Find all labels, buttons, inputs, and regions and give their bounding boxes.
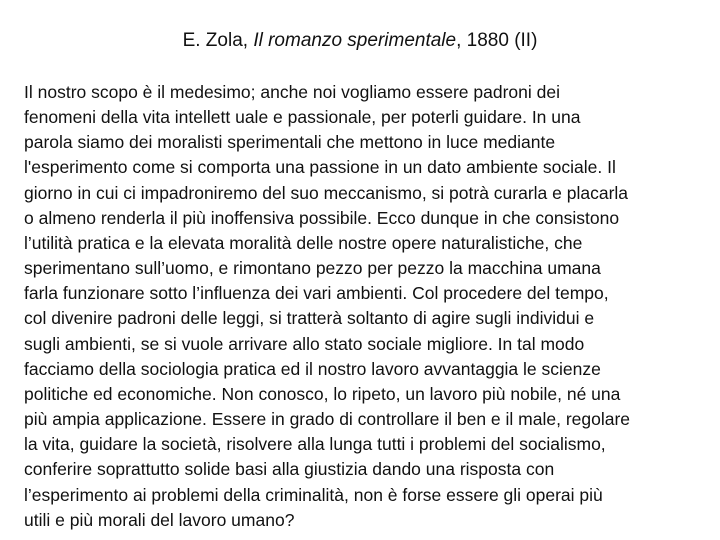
quote-line: Il nostro scopo è il medesimo; anche noi vogliamo essere padroni dei	[24, 82, 560, 102]
quote-line: parola siamo dei moralisti sperimentali che mettono in luce mediante	[24, 132, 556, 153]
quote-line: facciamo della sociologia pratica ed il nostro lavoro avvantaggia le scienze	[24, 358, 601, 379]
quote-line: col divenire padroni delle leggi, si tratterà soltanto di agire sugli individui e	[24, 308, 595, 329]
quote-line: utili e più morali del lavoro umano?	[24, 509, 295, 530]
quote-line: fenomeni della vita intellett uale e passionale, per poterli guidare. In una	[24, 107, 581, 128]
quote-line: farla funzionare sotto l’influenza dei vari ambienti. Col procedere del tempo,	[24, 283, 609, 304]
slide-title	[0, 29, 720, 53]
quote-line: conferire soprattutto solide basi alla giustizia dando una risposta con	[24, 459, 555, 480]
quote-line: la vita, guidare la società, risolvere alla lunga tutti i problemi del socialismo,	[24, 434, 606, 455]
quote-line: giorno in cui ci impadroniremo del suo meccanismo, si potrà curarla e placarla	[24, 182, 629, 203]
quote-line: l’utilità pratica e la elevata moralità delle nostre opere naturalistiche, che	[24, 232, 583, 253]
title-work: Il romanzo sperimentale	[253, 30, 457, 51]
quote-body	[24, 80, 700, 533]
quote-line: più ampia applicazione. Essere in grado di controllare il ben e il male, regolare	[24, 409, 631, 430]
quote-line: sugli ambienti, se si vuole arrivare allo stato sociale migliore. In tal modo	[24, 333, 585, 354]
quote-line: l'esperimento come si comporta una passione in un dato ambiente sociale. Il	[24, 157, 616, 178]
title-author: E. Zola,	[182, 30, 254, 51]
quote-line: l’esperimento ai problemi della criminalità, non è forse essere gli operai più	[24, 484, 603, 505]
title-year: , 1880 (II)	[456, 30, 538, 51]
quote-line: politiche ed economiche. Non conosco, lo ripeto, un lavoro più nobile, né una	[24, 383, 621, 404]
quote-line: sperimentano sull’uomo, e rimontano pezzo per pezzo la macchina umana	[24, 258, 601, 279]
quote-line: o almeno renderla il più inoffensiva possibile. Ecco dunque in che consistono	[24, 207, 620, 228]
